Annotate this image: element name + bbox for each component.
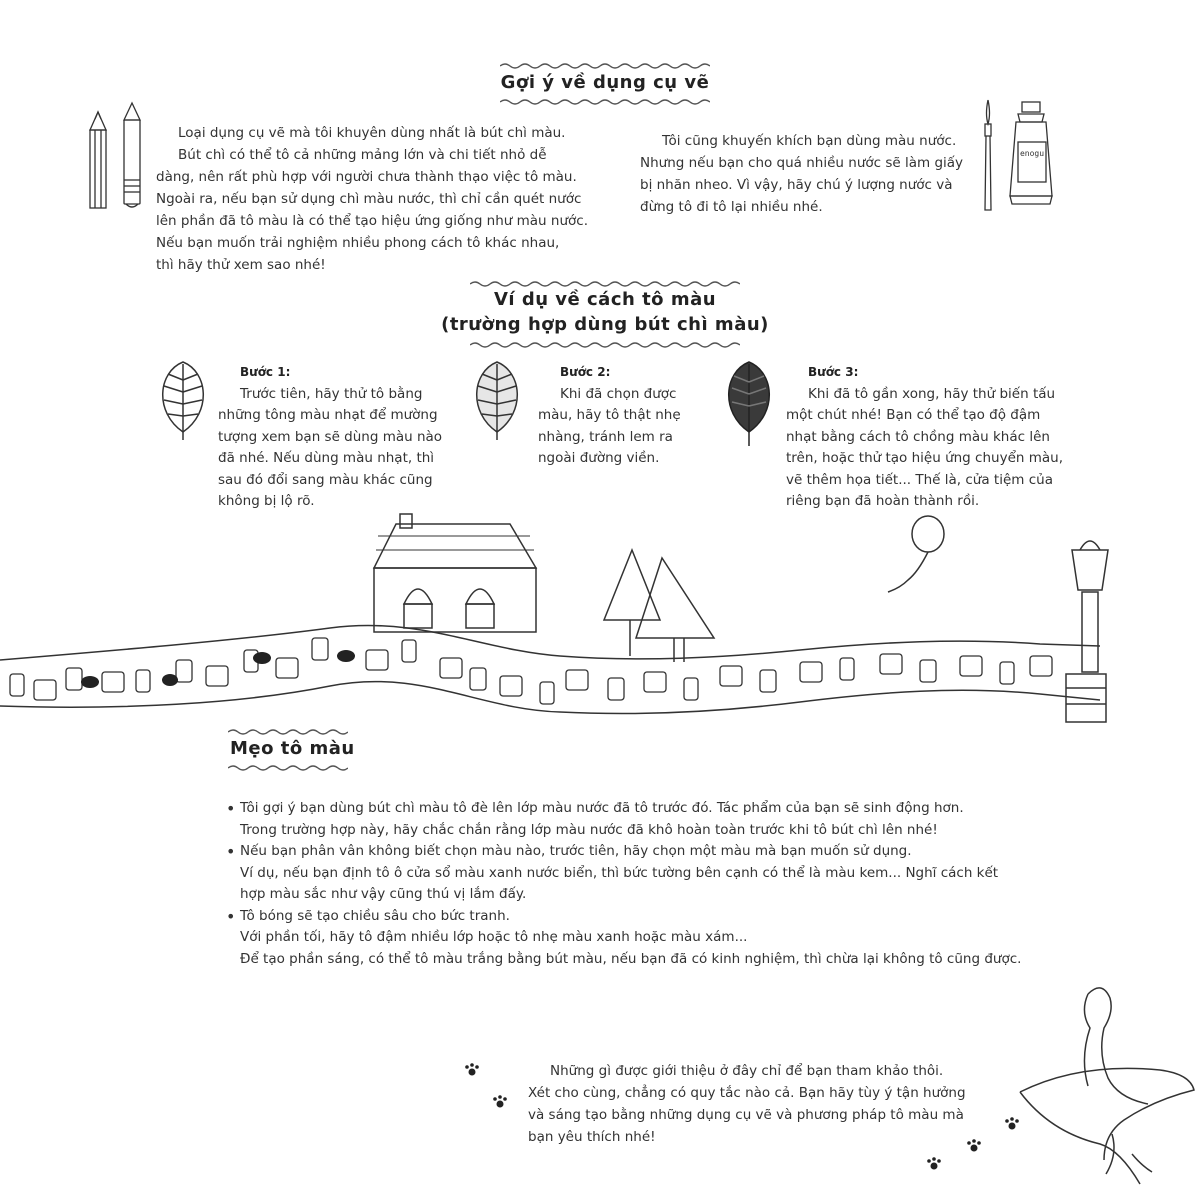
tools-left-paragraph xyxy=(156,122,626,276)
tip-item xyxy=(226,906,1106,971)
tools-right-line: đừng tô đi tô lại nhiều nhé. xyxy=(640,199,823,215)
step-1-line: sau đó đổi sang màu khác cũng xyxy=(218,471,433,488)
example-title-line1: Ví dụ về cách tô màu xyxy=(493,289,717,310)
tools-title-bottom-wave xyxy=(500,98,710,106)
step-3-line: nhạt bằng cách tô chồng màu khác lên xyxy=(786,428,1050,445)
tip-line: Trong trường hợp này, hãy chắc chắn rằng lớp màu nước đã khô hoàn toàn trước khi tô bút chì lên nhé! xyxy=(240,821,938,838)
example-title-top-wave xyxy=(470,280,740,288)
example-title-line2: (trường hợp dùng bút chì màu) xyxy=(441,314,769,335)
tools-left-line: Loại dụng cụ vẽ mà tôi khuyên dùng nhất là bút chì màu. xyxy=(178,125,566,141)
tools-right-line: Nhưng nếu bạn cho quá nhiều nước sẽ làm giấy xyxy=(640,155,964,171)
closing-line: Những gì được giới thiệu ở đây chỉ để bạn tham khảo thôi. xyxy=(550,1063,944,1079)
tools-title-top-wave xyxy=(500,62,710,70)
tools-right-line: bị nhăn nheo. Vì vậy, hãy chú ý lượng nước và xyxy=(640,177,953,193)
tip-line: • Nếu bạn phân vân không biết chọn màu nào, trước tiên, hãy chọn một màu mà bạn muốn sử dụng. xyxy=(240,843,912,859)
step-1-label: Bước 1: xyxy=(240,365,291,379)
tools-right-line: Tôi cũng khuyến khích bạn dùng màu nước. xyxy=(662,133,957,149)
tips-title: Mẹo tô màu xyxy=(230,738,355,759)
closing-line: bạn yêu thích nhé! xyxy=(528,1129,656,1145)
tools-left-line: thì hãy thử xem sao nhé! xyxy=(156,257,326,273)
tips-title-top-wave xyxy=(228,728,348,736)
step-2-line: màu, hãy tô thật nhẹ xyxy=(538,407,681,423)
closing-line: Xét cho cùng, chẳng có quy tắc nào cả. Bạn hãy tùy ý tận hưởng xyxy=(528,1085,966,1101)
step-1 xyxy=(218,362,458,513)
tools-left-line: Bút chì có thể tô cả những mảng lớn và chi tiết nhỏ dễ xyxy=(178,147,547,163)
step-2-line: nhàng, tránh lem ra xyxy=(538,428,673,445)
pencils-illustration xyxy=(84,100,154,212)
brush-and-paint-tube-illustration xyxy=(980,98,1060,214)
leaf-outline-icon xyxy=(156,360,210,442)
tools-left-line: Ngoài ra, nếu bạn sử dụng chì màu nước, thì chỉ cần quét nước xyxy=(156,191,582,207)
step-1-line: tượng xem bạn sẽ dùng màu nào xyxy=(218,428,443,445)
tip-line: Ví dụ, nếu bạn định tô ô cửa sổ màu xanh nước biển, thì bức tường bên cạnh có thể là màu kem... Nghĩ cách kết xyxy=(240,864,999,881)
tools-title: Gợi ý về dụng cụ vẽ xyxy=(500,72,710,93)
step-3-line: vẽ thêm họa tiết... Thế là, cửa tiệm của xyxy=(786,471,1053,488)
tube-label: enogu xyxy=(1019,149,1045,158)
step-3-line: một chút nhé! Bạn có thể tạo độ đậm xyxy=(786,407,1041,423)
cat-illustration xyxy=(1012,984,1198,1194)
tools-left-line: Nếu bạn muốn trải nghiệm nhiều phong cách tô khác nhau, xyxy=(156,235,560,251)
step-2 xyxy=(538,362,718,470)
street-scene-illustration xyxy=(0,510,1200,730)
leaf-dark-shaded-icon xyxy=(722,360,776,448)
leaf-light-shaded-icon xyxy=(470,360,524,442)
paw-print-icon xyxy=(926,1156,942,1172)
tip-line: hợp màu sắc như vậy cũng thú vị lắm đấy. xyxy=(240,886,527,902)
tools-left-line: lên phần đã tô màu là có thể tạo hiệu ứng giống như màu nước. xyxy=(156,213,588,229)
tip-item xyxy=(226,798,1106,841)
closing-line: và sáng tạo bằng những dụng cụ vẽ và phương pháp tô màu mà xyxy=(528,1107,964,1123)
tools-left-line: dàng, nên rất phù hợp với người chưa thành thạo việc tô màu. xyxy=(156,169,577,185)
tips-title-bottom-wave xyxy=(228,764,348,772)
paw-print-icon xyxy=(492,1094,508,1110)
tip-item xyxy=(226,841,1106,906)
closing-paragraph xyxy=(528,1060,998,1148)
tip-line: Với phần tối, hãy tô đậm nhiều lớp hoặc tô nhẹ màu xanh hoặc màu xám... xyxy=(240,929,748,945)
step-3-line: trên, hoặc thử tạo hiệu ứng chuyển màu, xyxy=(786,450,1063,466)
tip-line: • Tôi gợi ý bạn dùng bút chì màu tô đè lên lớp màu nước đã tô trước đó. Tác phẩm của bạn sẽ sinh động hơn. xyxy=(240,800,964,816)
tip-line: • Tô bóng sẽ tạo chiều sâu cho bức tranh. xyxy=(240,907,510,924)
step-2-line: ngoài đường viền. xyxy=(538,450,660,466)
example-title-bottom-wave xyxy=(470,341,740,349)
step-2-label: Bước 2: xyxy=(560,365,611,379)
step-2-line: Khi đã chọn được xyxy=(560,385,677,402)
step-3 xyxy=(786,362,1106,513)
step-1-line: Trước tiên, hãy thử tô bằng xyxy=(240,385,423,402)
step-3-line: Khi đã tô gần xong, hãy thử biến tấu xyxy=(808,385,1056,402)
paw-print-icon xyxy=(966,1138,982,1154)
paw-print-icon xyxy=(464,1062,480,1078)
tips-list xyxy=(226,798,1106,970)
step-3-line: riêng bạn đã hoàn thành rồi. xyxy=(786,493,980,509)
step-1-line: không bị lộ rõ. xyxy=(218,493,315,509)
step-1-line: đã nhé. Nếu dùng màu nhạt, thì xyxy=(218,450,435,466)
step-1-line: những tông màu nhạt để mường xyxy=(218,407,438,423)
step-3-label: Bước 3: xyxy=(808,365,859,379)
tools-right-paragraph xyxy=(640,130,980,218)
tip-line: Để tạo phần sáng, có thể tô màu trắng bằng bút màu, nếu bạn đã có kinh nghiệm, thì chừa lại không tô cũng được. xyxy=(240,950,1022,967)
